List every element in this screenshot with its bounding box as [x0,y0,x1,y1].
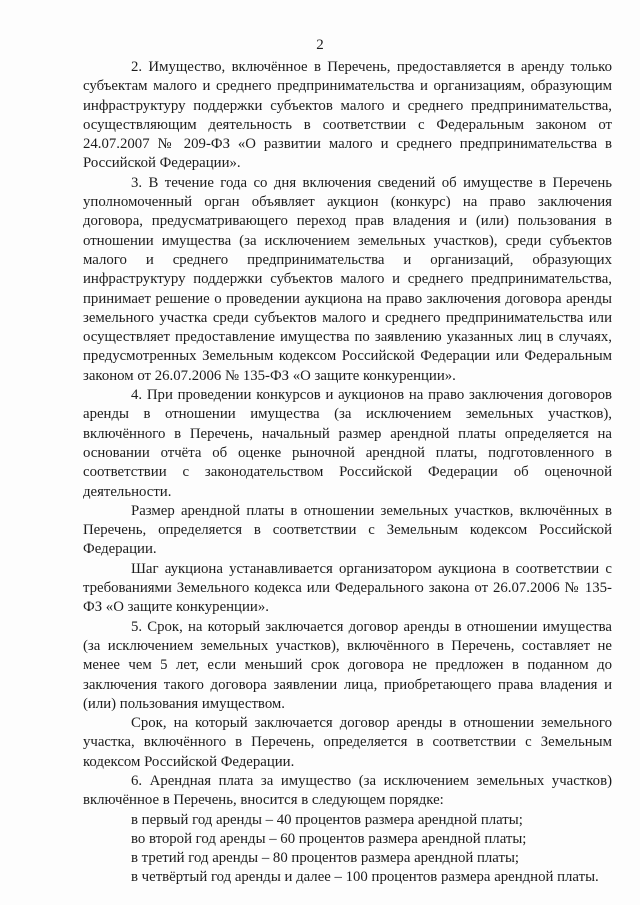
paragraph-auction-step: Шаг аукциона устанавливается организатором аукциона в соответствии с требованиями Земельного кодекса или Федерального закона от 26.07.2006 № 135-ФЗ «О защите конкуренции». [83,560,612,616]
paragraph-2: 2. Имущество, включённое в Перечень, предоставляется в аренду только субъектам малого и среднего предпринимательства и организациям, образующим инфраструктуру поддержки субъектов малого и среднего предпринимательства, осуществляющим деятельность в соответствии с Федеральным законом от 24.07.2007 № 209-ФЗ «О развитии малого и среднего предпринимательства в Российской Федерации». [83,59,612,172]
schedule-item-year-1: в первый год аренды – 40 процентов размера арендной платы; [131,811,523,828]
paragraph-4: 4. При проведении конкурсов и аукционов на право заключения договоров аренды в отношении имущества (за исключением земельных участков), включённого в Перечень, начальный размер арендной платы определяется на основании отчёта об оценке рыночной арендной платы, подготовленного в соответствии с законодательством Российской Федерации об оценочной деятельности. [83,387,612,500]
paragraph-6: 6. Арендная плата за имущество (за исключением земельных участков) включённое в Перечень, вносится в следующем порядке: [83,772,612,809]
schedule-item-year-4: в четвёртый год аренды и далее – 100 процентов размера арендной платы. [131,869,599,886]
paragraph-3: 3. В течение года со дня включения сведений об имуществе в Перечень уполномоченный орган объявляет аукцион (конкурс) на право заключения договора, предусматривающего переход прав владения и (или) пользования в отношении имущества (за исключением земельных участков), среди субъектов малого и среднего предпринимательства и организаций, образующих инфраструктуру поддержки субъектов малого и среднего предпринимательства, принимает решение о проведении аукциона на право заключения договора аренды земельного участка среди субъектов малого и среднего предпринимательства или осуществляет предоставление имущества по заявлению указанных лиц в случаях, предусмотренных Земельным кодексом Российской Федерации или Федеральным законом от 26.07.2006 № 135-ФЗ «О защите конкуренции». [83,174,612,384]
paragraph-land-rent: Размер арендной платы в отношении земельных участков, включённых в Перечень, определяется в соответствии с Земельным кодексом Российской Федерации. [83,502,612,558]
page-number: 2 [316,37,324,53]
document-body [83,58,612,888]
paragraph-land-term: Срок, на который заключается договор аренды в отношении земельного участка, включённого в Перечень, определяется в соответствии с Земельным кодексом Российской Федерации. [83,715,612,770]
schedule-item-year-3: в третий год аренды – 80 процентов размера арендной платы; [131,850,520,867]
schedule-item-year-2: во второй год аренды – 60 процентов размера арендной платы; [131,830,527,847]
paragraph-5: 5. Срок, на который заключается договор аренды в отношении имущества (за исключением земельных участков), включённого в Перечень, составляет не менее чем 5 лет, если меньший срок договора не предложен в поданном до заключения такого договора заявлении лица, приобретающего права владения и (или) пользования имуществом. [83,618,612,712]
